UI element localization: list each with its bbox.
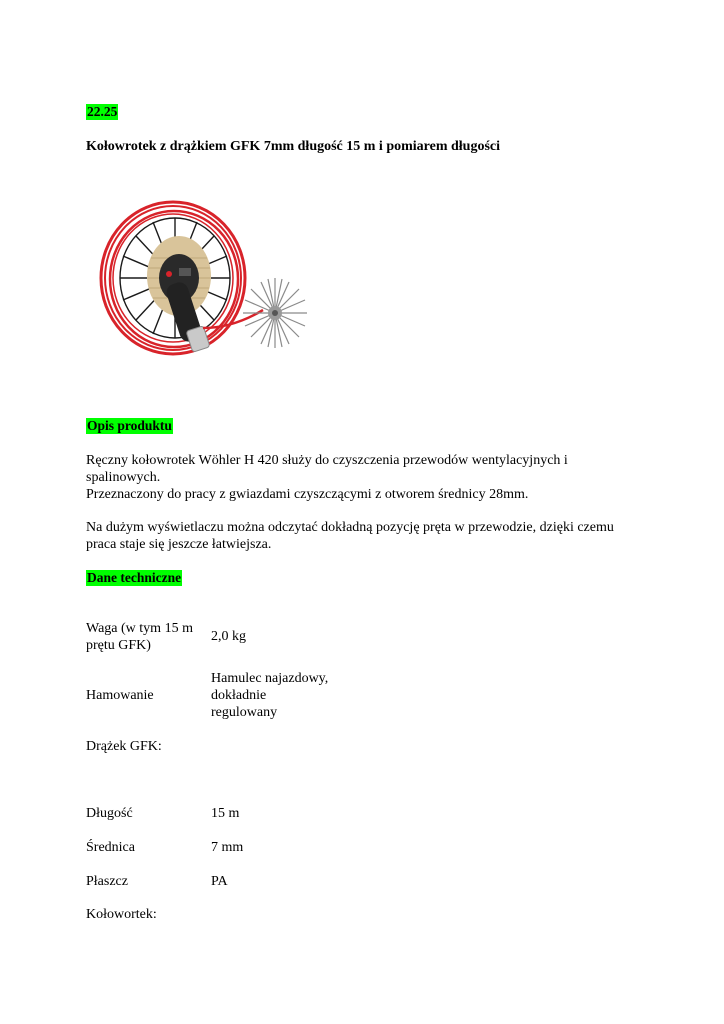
table-cell-text: regulowany [211,705,278,720]
table-row-value [211,839,243,856]
table-cell-text: Płaszcz [86,874,128,889]
table-cell-text: dokładnie [211,688,267,703]
description-line: Na dużym wyświetlaczu można odczytać dokładną pozycję pręta w przewodzie, dzięki czemu [86,520,614,535]
description-line: spalinowych. [86,470,161,485]
product-title: Kołowrotek z drążkiem GFK 7mm długość 15 m i pomiarem długości [86,139,501,154]
table-cell-text: Hamulec najazdowy, [211,671,329,686]
description-line: Ręczny kołowrotek Wöhler H 420 służy do czyszczenia przewodów wentylacyjnych i [86,453,568,468]
table-row-label [86,839,135,856]
table-row-value [211,805,239,822]
table-row-label [86,805,133,822]
table-row-value [211,873,228,890]
table-row-label [86,906,157,923]
table-cell-text: prętu GFK) [86,638,151,653]
product-image [93,178,311,378]
product-code: 22.25 [87,104,118,119]
table-cell-text: Drążek GFK: [86,739,162,754]
table-cell-text: Średnica [86,840,135,855]
description-line: Przeznaczony do pracy z gwiazdami czyszczącymi z otworem średnicy 28mm. [86,487,529,502]
table-cell-text: Hamowanie [86,688,154,703]
table-cell-text: Waga (w tym 15 m [86,621,193,636]
table-row-value [211,670,328,721]
cleaning-reel-icon [93,178,311,378]
description-heading: Opis produktu [87,418,172,433]
table-cell-text: Długość [86,806,133,821]
table-cell-text: PA [211,874,228,889]
table-cell-text: 7 mm [211,840,244,855]
table-row-label [86,687,154,704]
table-cell-text: 2,0 kg [211,629,246,644]
table-row-value [211,628,246,645]
technical-heading: Dane techniczne [87,570,182,585]
table-cell-text: Kołowortek: [86,907,157,922]
table-row-label [86,873,128,890]
table-row-label [86,620,193,654]
table-row-label [86,738,162,755]
description-line: praca staje się jeszcze łatwiejsza. [86,537,272,552]
table-cell-text: 15 m [211,806,240,821]
